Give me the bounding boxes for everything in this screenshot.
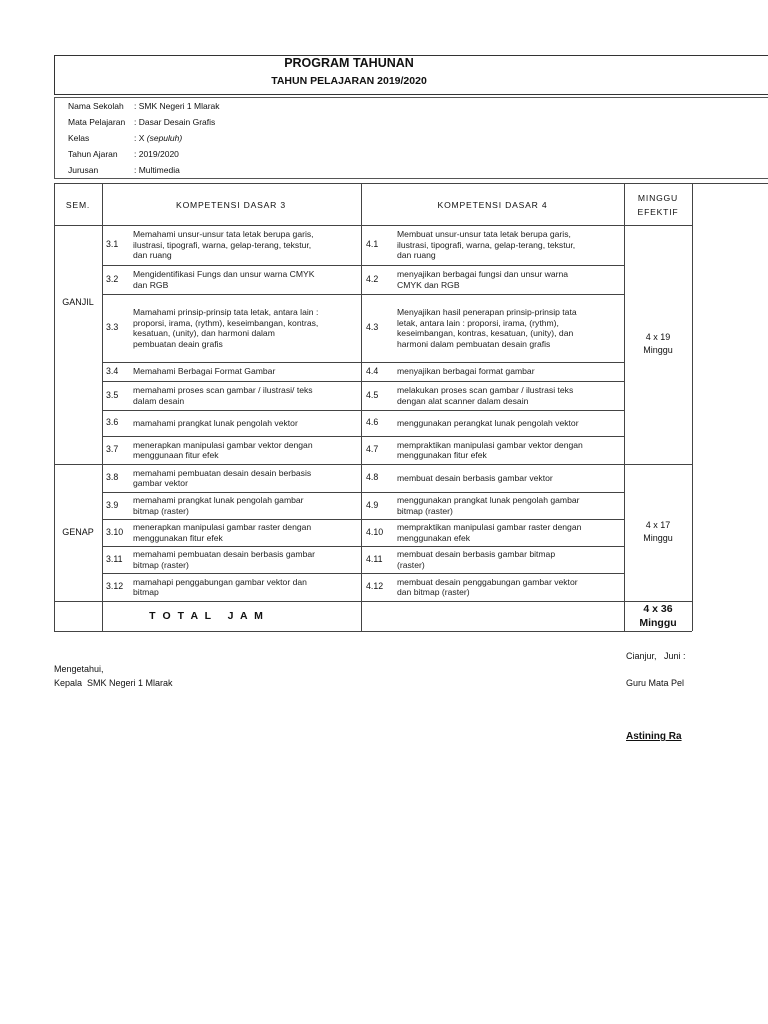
kd4-text-line: mempraktikan manipulasi gambar vektor dengan bbox=[397, 439, 583, 450]
kd4-number: 4.11 bbox=[366, 553, 383, 564]
footer-signature-name: Astining Ra bbox=[626, 731, 682, 742]
kd4-text-line: membuat desain penggabungan gambar vektor bbox=[397, 576, 578, 587]
kd4-number: 4.9 bbox=[366, 499, 379, 510]
kd4-text-line: (raster) bbox=[397, 559, 425, 570]
total-value-1: 4 x 36 bbox=[643, 603, 673, 615]
header-kd3: KOMPETENSI DASAR 3 bbox=[176, 200, 286, 210]
genap-weeks-2: Minggu bbox=[643, 533, 673, 543]
row-divider bbox=[102, 265, 624, 266]
kd3-text-line: gambar vektor bbox=[133, 478, 188, 488]
ganjil-weeks-2: Minggu bbox=[643, 345, 673, 355]
kd4-text-line: dan ruang bbox=[397, 250, 436, 261]
kd4-text-line: bitmap (raster) bbox=[397, 505, 453, 516]
kd4-text-line: membuat desain berbasis gambar vektor bbox=[397, 472, 553, 483]
total-label: T O T A L J A M bbox=[149, 610, 265, 622]
kd3-text-line: dan RGB bbox=[133, 279, 169, 290]
kd3-number: 3.2 bbox=[106, 273, 119, 284]
kd4-text-line: ilustrasi, tipografi, warna, gelap-terang, tekstur, bbox=[397, 239, 576, 250]
kd4-number: 4.10 bbox=[366, 526, 384, 537]
kd4-text-line: melakukan proses scan gambar / ilustrasi teks bbox=[397, 385, 574, 395]
kd3-number: 3.1 bbox=[106, 239, 119, 249]
header-minggu-1: MINGGU bbox=[637, 193, 679, 203]
kd4-text-line: menggunakan efek bbox=[397, 532, 471, 543]
kd4-text-line: menyajikan berbagai fungsi dan unsur warna bbox=[397, 269, 569, 279]
row-divider bbox=[102, 294, 624, 295]
kd3-text-line: menggunaan fitur efek bbox=[133, 450, 219, 460]
kd3-text-line: memahami pembuatan desain berbasis gambar bbox=[133, 549, 316, 559]
row-divider bbox=[102, 436, 624, 437]
kd4-text-line: dan bitmap (raster) bbox=[397, 587, 470, 597]
kd3-text-line: Mengidentifikasi Fungs dan unsur warna CMYK bbox=[133, 269, 315, 279]
kd3-text-line: dan ruang bbox=[133, 250, 172, 261]
kd3-number: 3.7 bbox=[106, 444, 119, 454]
column-divider-sem bbox=[102, 183, 103, 631]
semester-divider bbox=[54, 464, 692, 465]
genap-weeks-1: 4 x 17 bbox=[645, 520, 671, 530]
kd4-text-line: menggunakan fitur efek bbox=[397, 450, 487, 460]
kd3-text-line: bitmap (raster) bbox=[133, 505, 189, 516]
kd4-text-line: menyajikan berbagai format gambar bbox=[397, 366, 535, 377]
page-subtitle: TAHUN PELAJARAN 2019/2020 bbox=[271, 75, 427, 87]
row-divider bbox=[102, 519, 624, 520]
kd4-text-line: mempraktikan manipulasi gambar raster dengan bbox=[397, 522, 582, 532]
kd3-number: 3.3 bbox=[106, 322, 119, 332]
table-right-border bbox=[692, 183, 693, 631]
kd3-text-line: proporsi, irama, (rythm), keseimbangan, kontras, bbox=[133, 317, 319, 328]
row-divider bbox=[102, 410, 624, 411]
total-value-2: Minggu bbox=[639, 617, 677, 629]
kd3-number: 3.11 bbox=[106, 553, 123, 564]
major-value: : Multimedia bbox=[134, 165, 180, 175]
year-value: : 2019/2020 bbox=[134, 149, 179, 159]
kd3-number: 3.10 bbox=[106, 526, 124, 537]
kd4-text-line: Membuat unsur-unsur tata letak berupa garis, bbox=[397, 229, 571, 240]
subject-value: : Dasar Desain Grafis bbox=[134, 117, 216, 127]
footer-mengetahui: Mengetahui, bbox=[54, 664, 104, 674]
kd3-number: 3.12 bbox=[106, 581, 124, 591]
kd3-text-line: kesatuan, (unity), dan harmoni dalam bbox=[133, 328, 275, 338]
header-bottom-border bbox=[54, 225, 692, 226]
kd4-text-line: membuat desain berbasis gambar bitmap bbox=[397, 549, 556, 559]
kd3-text-line: menerapkan manipulasi gambar raster dengan bbox=[133, 522, 312, 532]
kd3-text-line: memahami prangkat lunak pengolah gambar bbox=[133, 495, 304, 505]
header-minggu-2: EFEKTIF bbox=[637, 207, 679, 217]
kd4-number: 4.5 bbox=[366, 389, 379, 400]
header-kd4: KOMPETENSI DASAR 4 bbox=[437, 200, 548, 210]
kd3-number: 3.4 bbox=[106, 365, 119, 376]
kd3-text-line: memahami pembuatan desain desain berbasis bbox=[133, 467, 312, 478]
school-value: : SMK Negeri 1 Mlarak bbox=[134, 101, 220, 111]
kd4-text-line: letak, antara lain : proporsi, irama, (rythm), bbox=[397, 317, 559, 328]
kd3-text-line: bitmap bbox=[133, 587, 159, 597]
school-label: Nama Sekolah bbox=[68, 101, 124, 111]
semester-ganjil: GANJIL bbox=[62, 297, 94, 307]
kd3-text-line: Memahami unsur-unsur tata letak berupa garis, bbox=[133, 229, 314, 240]
kd4-text-line: CMYK dan RGB bbox=[397, 279, 460, 290]
major-label: Jurusan bbox=[68, 165, 99, 175]
row-divider bbox=[102, 362, 624, 363]
kd3-number: 3.6 bbox=[106, 417, 119, 427]
table-bottom-border bbox=[54, 631, 692, 632]
row-divider bbox=[102, 573, 624, 574]
kd3-text-line: Memahami Berbagai Format Gambar bbox=[133, 366, 276, 377]
row-divider bbox=[102, 546, 624, 547]
kd3-text-line: mamahami prangkat lunak pengolah vektor bbox=[133, 417, 298, 428]
kd3-number: 3.8 bbox=[106, 472, 119, 482]
year-label: Tahun Ajaran bbox=[68, 149, 118, 159]
kd4-text-line: Menyajikan hasil penerapan prinsip-prinsip tata bbox=[397, 307, 577, 317]
kd3-text-line: pembuatan deain grafis bbox=[133, 338, 223, 349]
page-title: PROGRAM TAHUNAN bbox=[284, 56, 414, 70]
semester-genap: GENAP bbox=[62, 527, 94, 537]
row-divider bbox=[102, 492, 624, 493]
kd3-text-line: menggunakan fitur efek bbox=[133, 532, 223, 543]
class-label: Kelas bbox=[68, 133, 90, 143]
column-divider-kd bbox=[361, 183, 362, 631]
kd3-text-line: bitmap (raster) bbox=[133, 559, 189, 570]
kd3-text-line: memahami proses scan gambar / ilustrasi/ teks bbox=[133, 385, 313, 395]
kd3-text-line: mamahapi penggabungan gambar vektor dan bbox=[133, 576, 307, 587]
class-value-note: (sepuluh) bbox=[146, 133, 183, 143]
footer-place-date: Cianjur, Juni : bbox=[626, 651, 686, 661]
kd3-text-line: dalam desain bbox=[133, 395, 185, 406]
kd4-number: 4.2 bbox=[366, 273, 379, 284]
table-top-border bbox=[54, 183, 768, 184]
kd4-number: 4.7 bbox=[366, 444, 379, 454]
kd4-number: 4.6 bbox=[366, 417, 379, 427]
subject-label: Mata Pelajaran bbox=[68, 117, 126, 127]
kd4-text-line: dengan alat scanner dalam desain bbox=[397, 395, 529, 406]
kd4-number: 4.4 bbox=[366, 365, 379, 376]
header-sem: SEM. bbox=[65, 200, 91, 210]
kd4-number: 4.8 bbox=[366, 472, 379, 482]
kd4-text-line: menggunakan perangkat lunak pengolah vektor bbox=[397, 417, 579, 428]
kd3-text-line: Mamahami prinsip-prinsip tata letak, antara lain : bbox=[133, 307, 319, 317]
kd4-text-line: harmoni dalam pembuatan desain grafis bbox=[397, 338, 551, 349]
kd4-text-line: keseimbangan, kontras, kesatuan, (unity), dan bbox=[397, 328, 574, 338]
kd3-number: 3.9 bbox=[106, 499, 119, 510]
class-value bbox=[134, 133, 182, 143]
kd4-text-line: menggunakan prangkat lunak pengolah gambar bbox=[397, 495, 580, 505]
kd4-number: 4.12 bbox=[366, 581, 384, 591]
class-value-prefix: : X bbox=[134, 133, 147, 143]
footer-guru: Guru Mata Pel bbox=[626, 678, 685, 688]
footer-kepala: Kepala SMK Negeri 1 Mlarak bbox=[54, 678, 173, 688]
kd3-text-line: menerapkan manipulasi gambar vektor dengan bbox=[133, 439, 313, 450]
kd3-text-line: ilustrasi, tipografi, warna, gelap-terang, tekstur, bbox=[133, 239, 312, 250]
kd4-number: 4.1 bbox=[366, 239, 379, 249]
table-left-border bbox=[54, 183, 55, 631]
row-divider bbox=[102, 381, 624, 382]
kd4-number: 4.3 bbox=[366, 322, 379, 332]
kd3-number: 3.5 bbox=[106, 389, 119, 400]
ganjil-weeks-1: 4 x 19 bbox=[645, 332, 671, 342]
total-row-top bbox=[54, 601, 692, 602]
